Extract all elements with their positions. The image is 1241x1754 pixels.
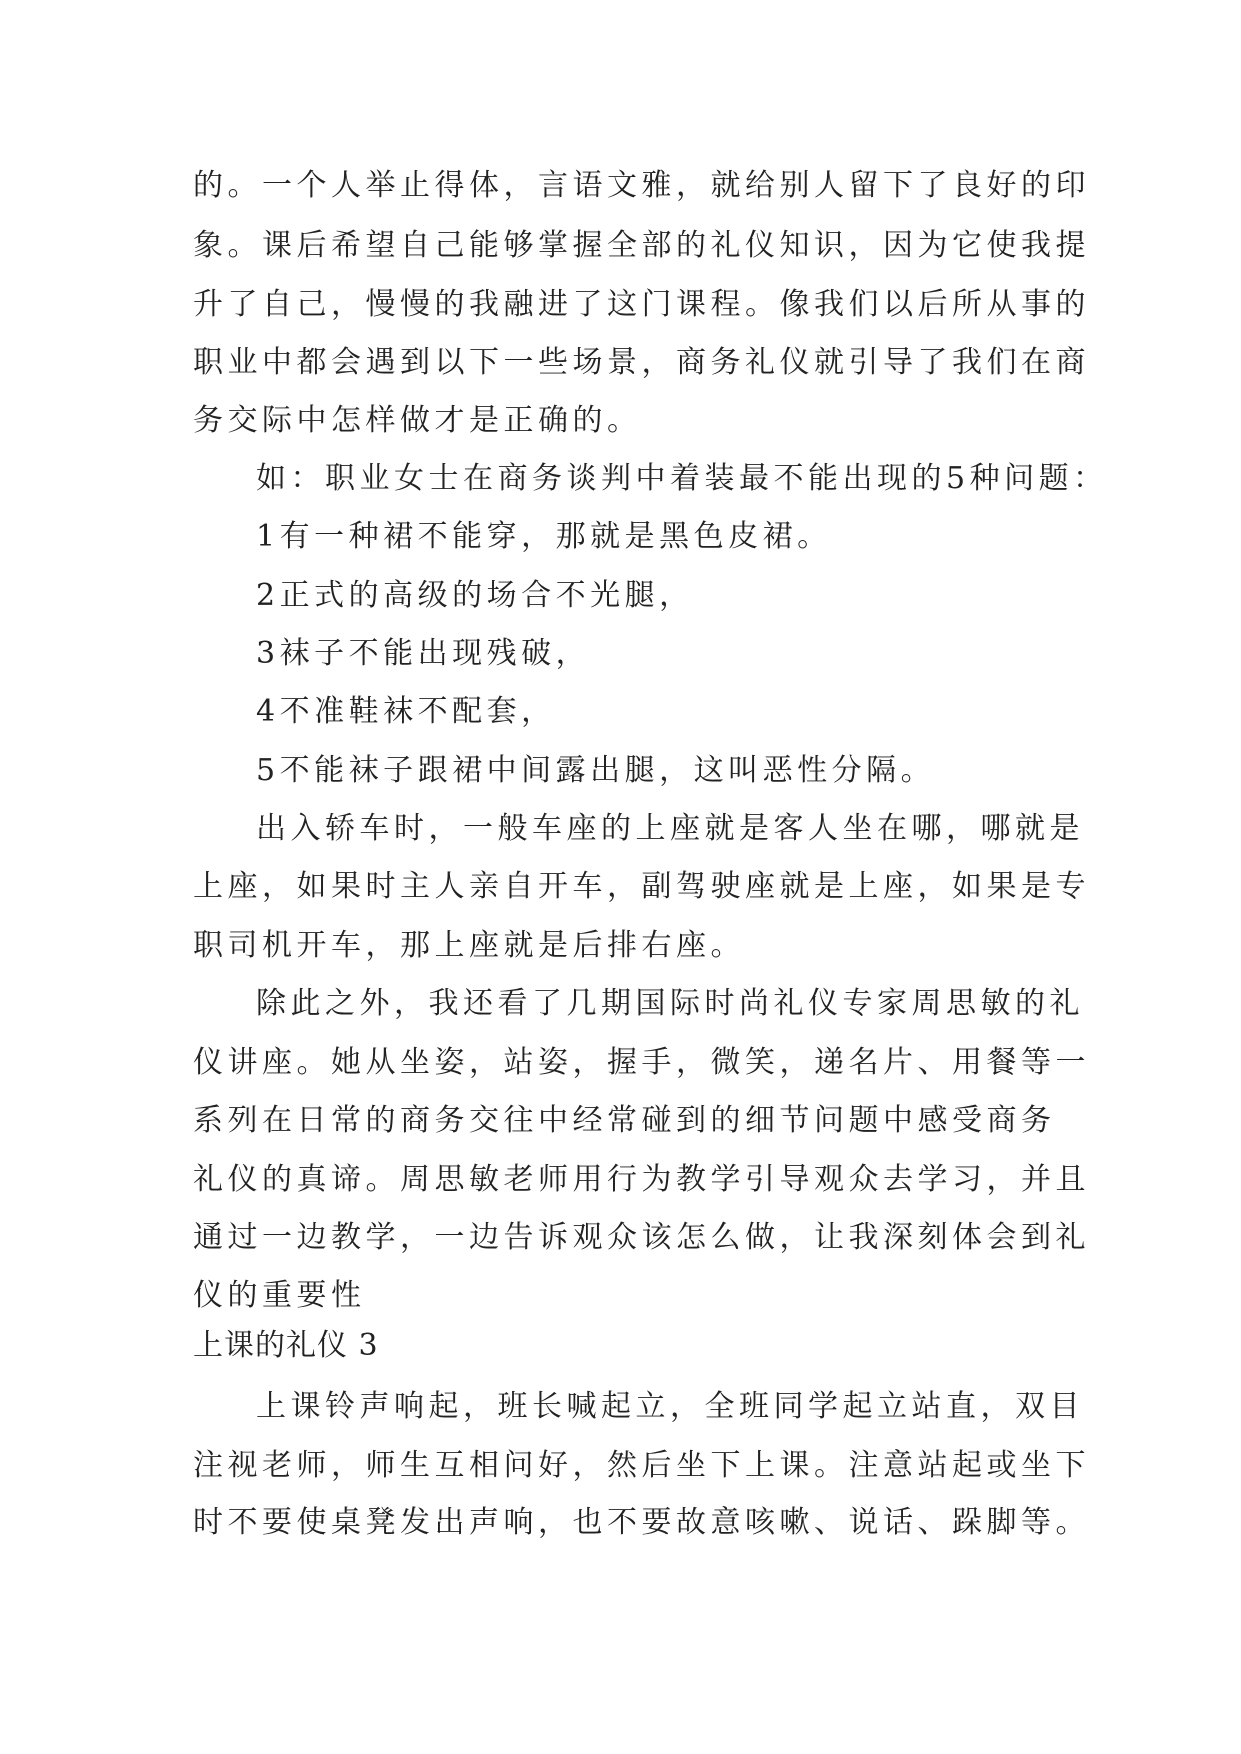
paragraph-line: 上课铃声响起，班长喊起立，全班同学起立站直，双目 bbox=[256, 1389, 1084, 1424]
paragraph-line: 礼仪的真谛。周思敏老师用行为教学引导观众去学习，并且 bbox=[193, 1162, 1090, 1197]
paragraph-line: 出入轿车时，一般车座的上座就是客人坐在哪，哪就是 bbox=[256, 811, 1084, 846]
paragraph-line: 仪的重要性 bbox=[193, 1278, 366, 1313]
paragraph-line: 如：职业女士在商务谈判中着装最不能出现的5种问题： bbox=[256, 461, 1108, 496]
list-item: 5不能袜子跟裙中间露出腿，这叫恶性分隔。 bbox=[256, 753, 936, 788]
paragraph-line: 象。课后希望自己能够掌握全部的礼仪知识，因为它使我提 bbox=[193, 228, 1090, 263]
paragraph-line: 除此之外，我还看了几期国际时尚礼仪专家周思敏的礼 bbox=[256, 986, 1084, 1021]
list-item: 1有一种裙不能穿，那就是黑色皮裙。 bbox=[256, 519, 832, 554]
paragraph-line: 的。一个人举止得体，言语文雅，就给别人留下了良好的印 bbox=[193, 168, 1090, 203]
paragraph-line: 注视老师，师生互相问好，然后坐下上课。注意站起或坐下 bbox=[193, 1448, 1090, 1483]
list-item: 3袜子不能出现残破， bbox=[256, 636, 591, 671]
paragraph-line: 通过一边教学，一边告诉观众该怎么做，让我深刻体会到礼 bbox=[193, 1220, 1090, 1255]
paragraph-line: 仪讲座。她从坐姿，站姿，握手，微笑，递名片、用餐等一 bbox=[193, 1045, 1090, 1080]
paragraph-line: 职司机开车，那上座就是后排右座。 bbox=[193, 928, 745, 963]
paragraph-line: 职业中都会遇到以下一些场景，商务礼仪就引导了我们在商 bbox=[193, 345, 1090, 380]
section-heading: 上课的礼仪 3 bbox=[193, 1328, 379, 1363]
paragraph-line: 上座，如果时主人亲自开车，副驾驶座就是上座，如果是专 bbox=[193, 869, 1090, 904]
list-item: 4不准鞋袜不配套， bbox=[256, 694, 556, 729]
paragraph-line: 升了自己，慢慢的我融进了这门课程。像我们以后所从事的 bbox=[193, 287, 1090, 322]
paragraph-line: 系列在日常的商务交往中经常碰到的细节问题中感受商务 bbox=[193, 1103, 1056, 1138]
paragraph-line: 务交际中怎样做才是正确的。 bbox=[193, 403, 642, 438]
list-item: 2正式的高级的场合不光腿， bbox=[256, 578, 694, 613]
paragraph-line: 时不要使桌凳发出声响，也不要故意咳嗽、说话、跺脚等。 bbox=[193, 1505, 1090, 1540]
